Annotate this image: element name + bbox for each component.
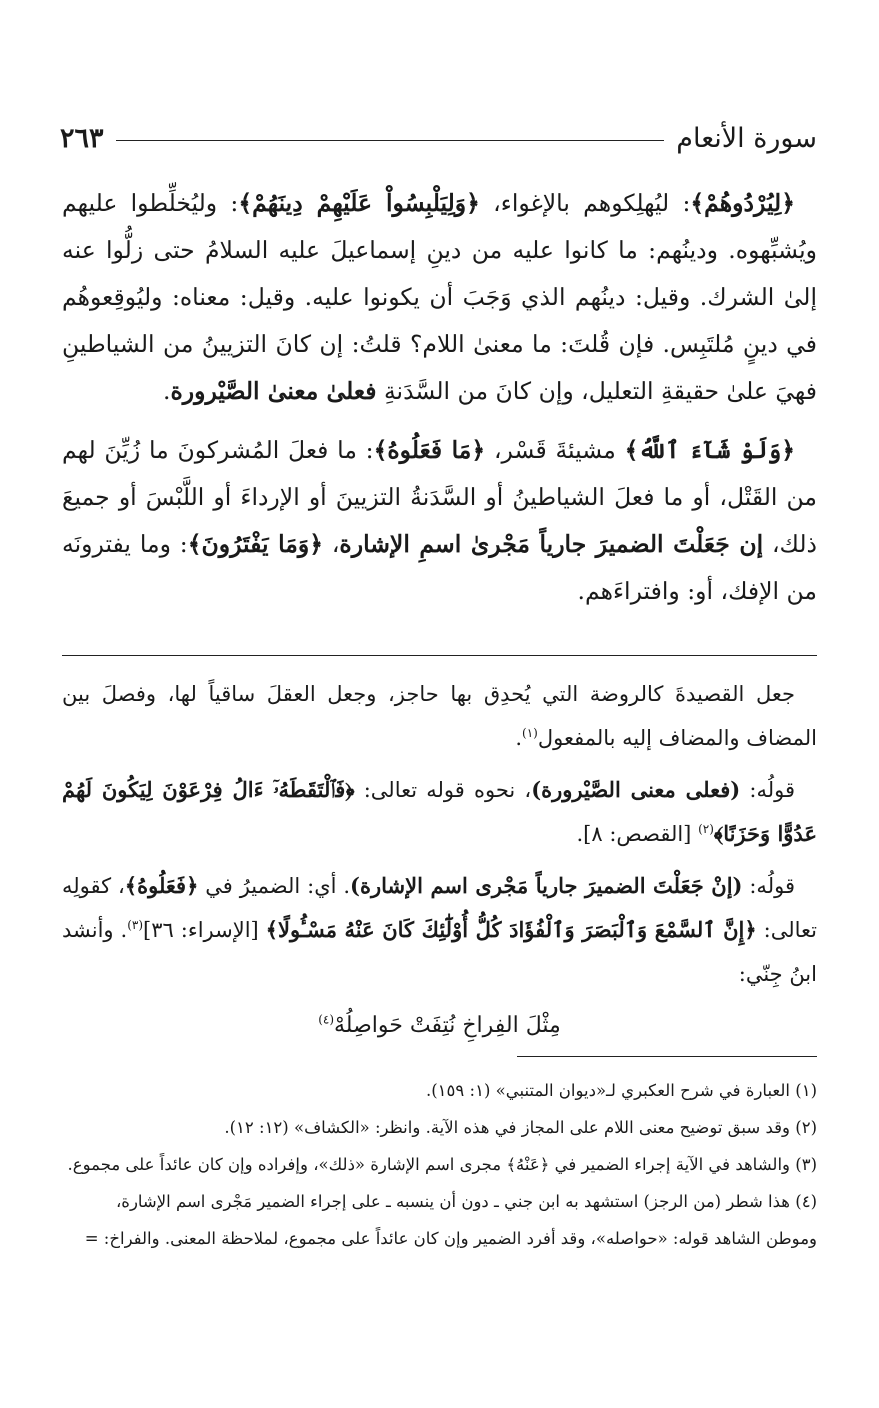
- commentary-paragraph-1: [62, 672, 817, 760]
- main-paragraph-1: [62, 180, 817, 415]
- quran-quote: ﴿فَعَلُوهُ﴾: [124, 873, 199, 898]
- footnote-4: (٤) هذا شطر (من الرجز) استشهد به ابن جني ـ دون أن ينسبه ـ على إجراء الضمير مَجْرى اسم الإشارة،: [115, 1192, 817, 1211]
- text-run: .: [515, 726, 523, 750]
- footnotes: [62, 1072, 817, 1257]
- text-run: : ما فعلَ المُشركونَ ما زُيِّنَ لهم من القَتْل، أو ما فعلَ الشياطينُ أو السَّدَنةُ التزيينَ أو الإرداءَ أو اللَّبْسَ أو جميعَ ذلك،: [62, 436, 817, 558]
- main-text: [62, 180, 817, 627]
- quran-quote: ﴿وَمَا يَفْتَرُونَ﴾: [187, 530, 323, 558]
- bold-phrase: (إنْ جَعَلْتَ الضميرَ جارياً مَجْرى اسم الإشارة): [350, 873, 743, 898]
- text-run: جعل القصيدةَ كالروضة التي يُحدِق بها حاجز، وجعل العقلَ ساقياً لها، وفصلَ بين المضاف والمضاف إليه بالمفعول: [62, 682, 817, 750]
- quran-quote: ﴿مَا فَعَلُوهُ﴾: [373, 436, 486, 464]
- quran-quote: ﴿فَٱلْتَقَطَهُۥٓ ءَالُ فِرْعَوْنَ لِيَكُونَ لَهُمْ عَدُوًّا وَحَزَنًا﴾: [62, 777, 817, 846]
- footnote-marker: (٤): [318, 1012, 335, 1027]
- poetry-verse: [62, 1004, 817, 1048]
- text-run: : ليُهلِكوهم بالإغواء،: [479, 189, 691, 217]
- text-run: قولُه:: [740, 778, 795, 802]
- commentary-paragraph-3: [62, 864, 817, 996]
- commentary-paragraph-2: [62, 768, 817, 856]
- footnote-marker: (٢): [698, 822, 714, 836]
- main-paragraph-2: [62, 427, 817, 615]
- footnote-1: (١) العبارة في شرح العكبري لـ«ديوان المتنبي» (١: ١٥٩).: [425, 1081, 817, 1100]
- text-run: قولُه:: [742, 874, 795, 898]
- text-run: ، نحوه قوله تعالى:: [354, 778, 532, 802]
- footnote-divider: [517, 1056, 817, 1057]
- bold-phrase: فعلىٰ معنىٰ الصَّيْرورة: [170, 377, 377, 405]
- footnote-2: (٢) وقد سبق توضيح معنى اللام على المجاز في هذه الآية. وانظر: «الكشاف» (١٢: ١٢).: [224, 1118, 817, 1137]
- footnote-3: (٣) والشاهد في الآية إجراء الضمير في ﴿عَنْهُ﴾ مجرى اسم الإشارة «ذلك»، وإفراده وإن كان عائداً على مجموع.: [67, 1155, 817, 1174]
- text-run: ، كقولِه تعالى:: [62, 874, 817, 942]
- text-run: : وليُخلِّطوا عليهم ويُشبِّهوه. ودينُهم: ما كانوا عليه من دينِ إسماعيلَ عليه السلامُ حتى زلُّوا عنه إلىٰ الشرك. وقيل: دينُهم الذي وَجَبَ أن يكونوا عليه. وقيل: معناه: وليُوقِعوهُم في دينٍ مُلتَبِس. فإن قُلتَ: ما معنىٰ اللام؟ قلتُ: إن كانَ التزيينُ من الشياطينِ فهيَ علىٰ حقيقةِ التعليل، وإن كانَ من السَّدَنةِ: [62, 189, 817, 405]
- text-run: . أي: الضميرُ في: [198, 874, 351, 898]
- text-run: مشيئةَ قَسْر،: [485, 436, 625, 464]
- quran-quote: ﴿وَلِيَلْبِسُواْ عَلَيْهِمْ دِينَهُمْ﴾: [238, 189, 480, 217]
- text-run: [القصص: ٨].: [576, 822, 699, 846]
- quran-quote: ﴿لِيُرْدُوهُمْ﴾: [690, 189, 795, 217]
- running-header: [60, 118, 817, 158]
- section-divider: [62, 655, 817, 656]
- text-run: : وما يفترونَه من الإفك، أو: وافتراءَهم.: [62, 530, 817, 605]
- footnote-marker: (١): [522, 726, 538, 740]
- footnote-marker: (٣): [127, 918, 144, 932]
- quran-quote: ﴿وَلَوْ شَآءَ ٱللَّهُ﴾: [624, 436, 795, 464]
- text-run: [الإسراء: ٣٦]: [143, 918, 266, 942]
- surah-title: سورة الأنعام: [676, 122, 817, 154]
- page-number: ٢٦٣: [60, 122, 104, 154]
- footnote-4-continued: وموطن الشاهد قوله: «حواصله»، وقد أفرد الضمير وإن كان عائداً على مجموع، لملاحظة المعنى. والفراخ: =: [84, 1229, 817, 1248]
- bold-phrase: (فعلى معنى الصَّيْرورة): [531, 777, 741, 802]
- text-run: ،: [322, 530, 340, 558]
- commentary-text: [62, 672, 817, 1048]
- bold-phrase: إن جَعَلْتَ الضميرَ جارياً مَجْرىٰ اسمِ الإشارة: [339, 530, 764, 558]
- quran-quote: ﴿إِنَّ ٱلسَّمْعَ وَٱلْبَصَرَ وَٱلْفُؤَادَ كُلُّ أُوْلَٰٓئِكَ كَانَ عَنْهُ مَسْـُٔولًا﴾: [265, 917, 757, 942]
- header-rule: [116, 140, 665, 141]
- text-run: . وأنشد ابنُ جِنّي:: [62, 918, 817, 986]
- text-run: .: [162, 377, 171, 405]
- verse-text: مِثْلَ الفِراخِ نُتِفَتْ حَواصِلُهْ: [334, 1013, 561, 1038]
